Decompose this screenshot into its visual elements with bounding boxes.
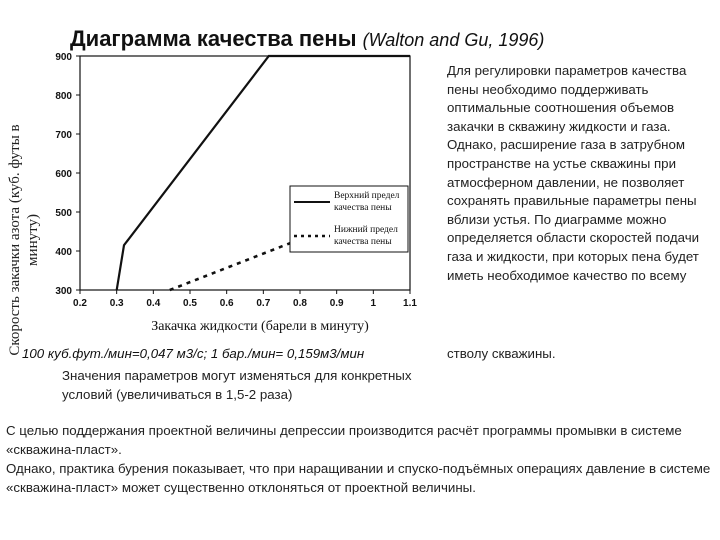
y-tick-label-3: 600 [55, 169, 72, 180]
legend-label-0: Верхний предел качества пены [334, 191, 400, 213]
x-tick-label-8: 1 [370, 298, 377, 309]
parameter-note: Значения параметров могут изменяться для конкретных условий (увеличиваться в 1,5-2 раза) [62, 368, 412, 402]
chart-marks [117, 56, 410, 290]
x-tick-label-6: 0.8 [293, 298, 307, 309]
chart-legend [290, 186, 408, 252]
unit-conversion: 100 куб.фут./мин=0,047 м3/с; 1 бар./мин= 0,159м3/мин [22, 346, 365, 361]
x-axis-label: Закачка жидкости (барели в минуту) [151, 319, 369, 334]
title-citation: (Walton and Gu, 1996) [362, 30, 545, 50]
y-tick-label-1: 400 [55, 247, 72, 258]
bottom-paragraph-1: С целью поддержания проектной величины депрессии производится расчёт программы промывки в системе «скважина-пласт». [6, 423, 682, 457]
y-axis-label: Скорость закачки азота (куб. футы в минуту) [7, 124, 41, 356]
x-tick-label-1: 0.3 [109, 298, 124, 309]
x-tick-label-3: 0.5 [183, 298, 197, 309]
legend-label-1: Нижний предел качества пены [334, 225, 398, 247]
x-tick-label-4: 0.6 [219, 298, 234, 309]
chart-axes [55, 52, 417, 309]
x-tick-label-2: 0.4 [146, 298, 161, 309]
title-main: Диаграмма качества пены [70, 26, 357, 51]
plot-frame [80, 56, 410, 290]
bottom-paragraph-2: Однако, практика бурения показывает, что при наращивании и спуско-подъёмных операциях давление в системе «скважина-пласт» может существенно отклоняться от проектной величины. [6, 461, 711, 495]
x-tick-label-7: 0.9 [329, 298, 344, 309]
side-text-tail: стволу скважины. [447, 346, 556, 361]
y-tick-label-4: 700 [55, 130, 72, 141]
bottom-text [6, 421, 712, 497]
y-tick-label-5: 800 [55, 91, 72, 102]
y-tick-label-2: 500 [55, 208, 72, 219]
side-explanation [447, 62, 713, 285]
x-tick-label-5: 0.7 [256, 298, 271, 309]
y-tick-label-6: 900 [55, 52, 72, 63]
x-tick-label-0: 0.2 [73, 298, 87, 309]
x-tick-label-9: 1.1 [403, 298, 417, 309]
y-tick-label-0: 300 [55, 286, 72, 297]
side-text-body: Для регулировки параметров качества пены необходимо поддерживать оптимальные соотношения объемов закачки в скважину жидкости и газа. Однако, расширение газа в затрубном пространстве на устье скважины при атмосферном давлении, не позволяет сохранять правильные параметры пены вблизи устья. По диаграмме можно определяется области скоростей подачи газа и жидкости, при которых пена будет иметь необходимое качество по всему [447, 63, 700, 283]
